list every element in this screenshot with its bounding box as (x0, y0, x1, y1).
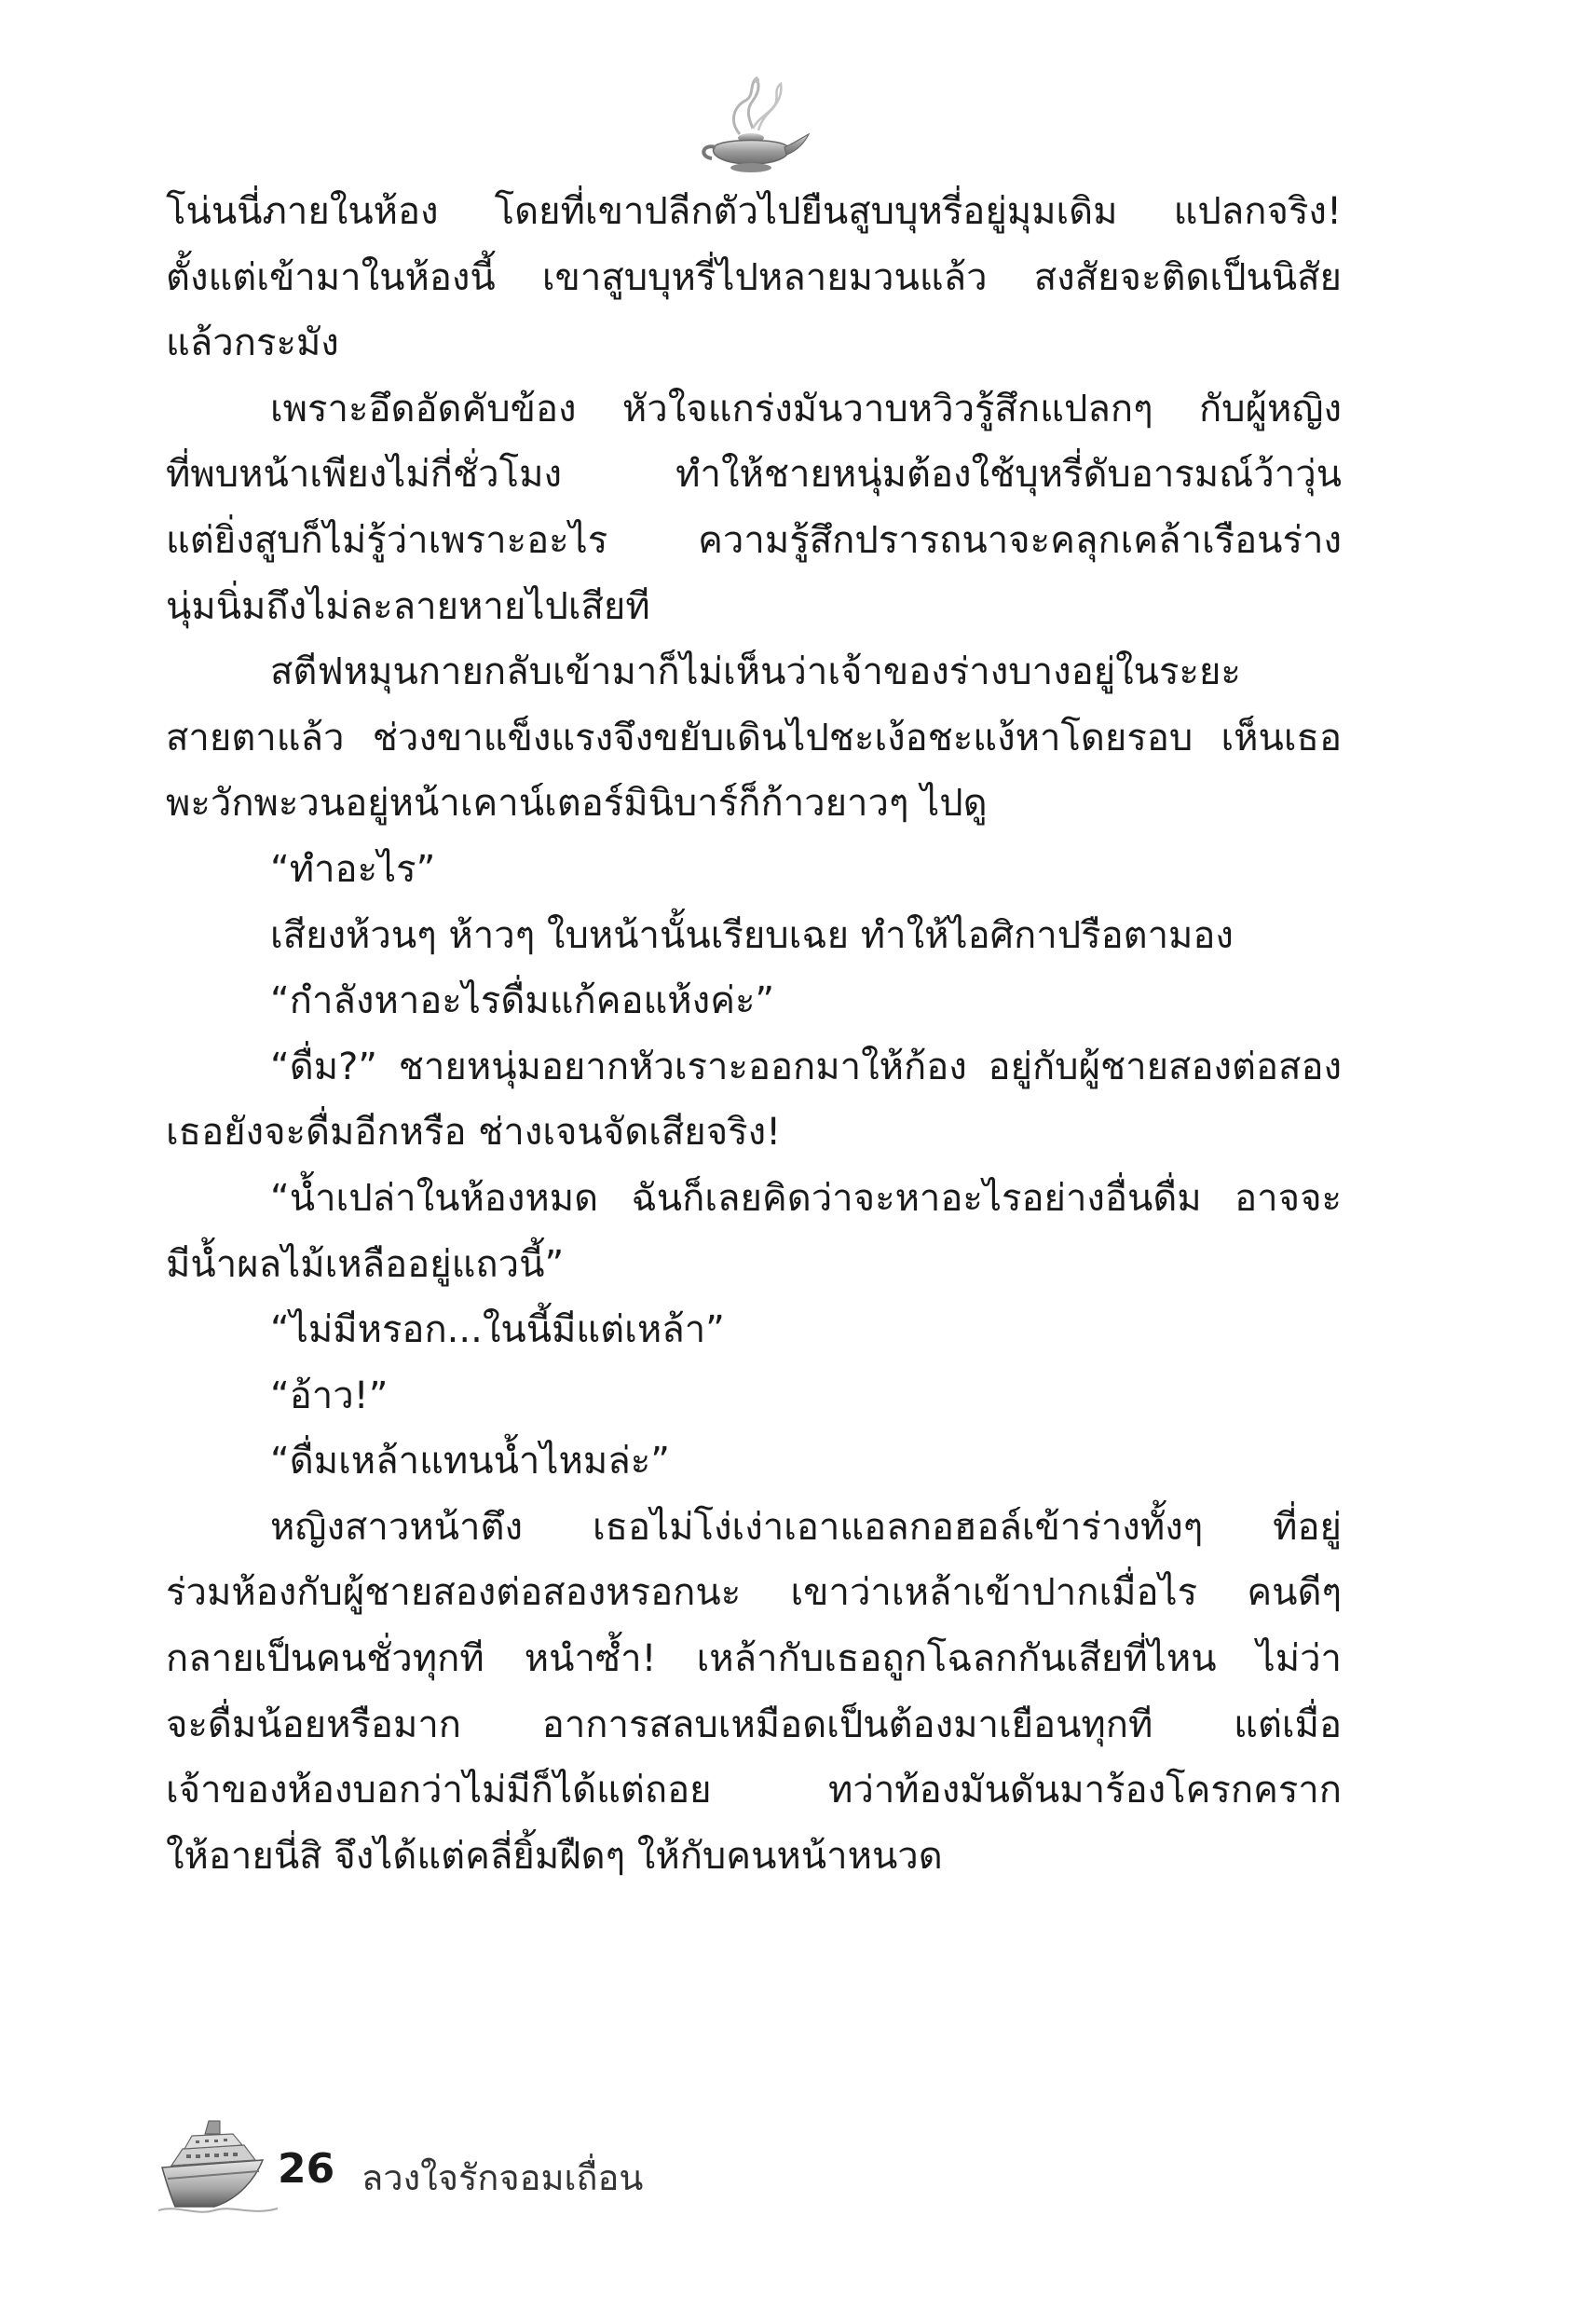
text-line: “กำลังหาอะไรดื่มแก้คอแห้งค่ะ” (270, 979, 775, 1023)
text-line: “ทำอะไร” (270, 847, 436, 891)
text-line: ให้อายนี่สิ จึงได้แต่คลี่ยิ้มฝืดๆ ให้กับคนหน้าหนวด (166, 1834, 943, 1878)
text-line: นุ่มนิ่มถึงไม่ละลายหายไปเสียที (166, 584, 650, 628)
text-line: กลายเป็นคนชั่วทุกที หนำซ้ำ! เหล้ากับเธอถูกโฉลกกันเสียที่ไหน ไม่ว่า (166, 1637, 1342, 1681)
text-line: เจ้าของห้องบอกว่าไม่มีก็ได้แต่ถอย ทว่าท้องมันดันมาร้องโครกคราก (166, 1769, 1342, 1812)
text-line: “ดื่ม?” ชายหนุ่มอยากหัวเราะออกมาให้ก้อง อยู่กับผู้ชายสองต่อสอง (270, 1045, 1342, 1088)
text-line: “ไม่มีหรอก...ในนี้มีแต่เหล้า” (270, 1308, 725, 1352)
text-line: หญิงสาวหน้าตึง เธอไม่โง่เง่าเอาแอลกอฮอล์เข้าร่างทั้งๆ ที่อยู่ (270, 1505, 1342, 1549)
text-line: “น้ำเปล่าในห้องหมด ฉันก็เลยคิดว่าจะหาอะไรอย่างอื่นดื่ม อาจจะ (270, 1176, 1342, 1220)
page-footer (158, 2113, 904, 2225)
text-line: พะวักพะวนอยู่หน้าเคาน์เตอร์มินิบาร์ก็ก้าวยาวๆ ไปดู (166, 782, 988, 826)
text-line: ที่พบหน้าเพียงไม่กี่ชั่วโมง ทำให้ชายหนุ่มต้องใช้บุหรี่ดับอารมณ์ว้าวุ่น (166, 453, 1342, 497)
text-line: “อ้าว!” (270, 1374, 389, 1417)
text-line: จะดื่มน้อยหรือมาก อาการสลบเหมือดเป็นต้องมาเยือนทุกที แต่เมื่อ (166, 1702, 1342, 1746)
text-line: เสียงห้วนๆ ห้าวๆ ใบหน้านั้นเรียบเฉย ทำให้ไอศิกาปรือตามอง (270, 913, 1234, 957)
text-line: ร่วมห้องกับผู้ชายสองต่อสองหรอกนะ เขาว่าเหล้าเข้าปากเมื่อไร คนดีๆ (166, 1571, 1342, 1615)
text-line: แล้วกระมัง (166, 321, 339, 365)
text-line: เธอยังจะดื่มอีกหรือ ช่างเจนจัดเสียจริง! (166, 1111, 782, 1155)
page-number: 26 (278, 2145, 335, 2193)
text-line: แต่ยิ่งสูบก็ไม่รู้ว่าเพราะอะไร ความรู้สึกปรารถนาจะคลุกเคล้าเรือนร่าง (166, 518, 1342, 562)
text-line: ตั้งแต่เข้ามาในห้องนี้ เขาสูบบุหรี่ไปหลายมวนแล้ว สงสัยจะติดเป็นนิสัย (166, 255, 1342, 299)
text-line: สตีฟหมุนกายกลับเข้ามาก็ไม่เห็นว่าเจ้าของร่างบางอยู่ในระยะ (270, 650, 1241, 694)
cruise-ship-icon (158, 2113, 280, 2216)
text-line: เพราะอึดอัดคับข้อง หัวใจแกร่งมันวาบหวิวรู้สึกแปลกๆ กับผู้หญิง (270, 387, 1342, 431)
genie-lamp-icon (691, 73, 812, 175)
book-title: ลวงใจรักจอมเถื่อน (361, 2157, 644, 2198)
body-text (166, 179, 1342, 1889)
text-line: สายตาแล้ว ช่วงขาแข็งแรงจึงขยับเดินไปชะเง้อชะแง้หาโดยรอบ เห็นเธอ (166, 716, 1342, 759)
text-line: มีน้ำผลไม้เหลืออยู่แถวนี้” (166, 1242, 565, 1286)
text-line: โน่นนี่ภายในห้อง โดยที่เขาปลีกตัวไปยืนสูบบุหรี่อยู่มุมเดิม แปลกจริง! (166, 190, 1342, 233)
text-line: “ดื่มเหล้าแทนน้ำไหมล่ะ” (270, 1440, 670, 1484)
